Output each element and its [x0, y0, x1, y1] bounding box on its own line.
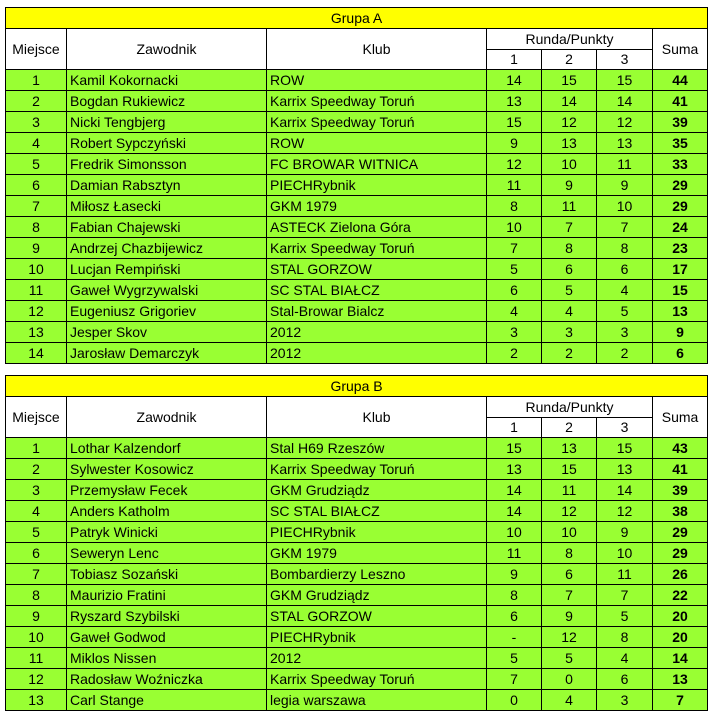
row-rider: Bogdan Rukiewicz: [67, 91, 267, 112]
row-place: 8: [6, 585, 67, 606]
row-place: 1: [6, 70, 67, 91]
row-sum: 41: [653, 459, 708, 480]
row-round-2: 4: [542, 301, 597, 322]
row-place: 9: [6, 238, 67, 259]
row-club: Karrix Speedway Toruń: [267, 669, 487, 690]
table-row: [6, 322, 708, 343]
row-club: GKM 1979: [267, 543, 487, 564]
row-sum: 20: [653, 606, 708, 627]
row-round-3: 7: [597, 585, 653, 606]
table-row: [6, 627, 708, 648]
row-club: SC STAL BIAŁCZ: [267, 501, 487, 522]
row-round-2: 7: [542, 217, 597, 238]
row-club: Stal H69 Rzeszów: [267, 438, 487, 459]
row-round-2: 10: [542, 522, 597, 543]
row-rider: Gaweł Wygrzywalski: [67, 280, 267, 301]
row-round-2: 5: [542, 280, 597, 301]
row-round-2: 12: [542, 501, 597, 522]
row-round-3: 3: [597, 322, 653, 343]
row-round-2: 6: [542, 564, 597, 585]
row-place: 11: [6, 280, 67, 301]
row-round-1: -: [487, 627, 542, 648]
row-club: Karrix Speedway Toruń: [267, 91, 487, 112]
row-club: ROW: [267, 133, 487, 154]
row-sum: 6: [653, 343, 708, 364]
row-place: 13: [6, 322, 67, 343]
row-round-2: 13: [542, 438, 597, 459]
table-row: [6, 70, 708, 91]
row-round-3: 10: [597, 543, 653, 564]
row-place: 6: [6, 175, 67, 196]
table-row: [6, 438, 708, 459]
row-round-2: 6: [542, 259, 597, 280]
row-round-2: 13: [542, 133, 597, 154]
row-club: GKM Grudziądz: [267, 480, 487, 501]
table-row: [6, 585, 708, 606]
row-rider: Eugeniusz Grigoriev: [67, 301, 267, 322]
header-round-2: 2: [542, 417, 597, 438]
row-place: 5: [6, 522, 67, 543]
row-place: 12: [6, 301, 67, 322]
row-place: 11: [6, 648, 67, 669]
row-rider: Lucjan Rempiński: [67, 259, 267, 280]
row-sum: 43: [653, 438, 708, 459]
row-rider: Kamil Kokornacki: [67, 70, 267, 91]
row-round-3: 8: [597, 627, 653, 648]
row-sum: 38: [653, 501, 708, 522]
table-row: [6, 606, 708, 627]
row-round-1: 6: [487, 606, 542, 627]
row-round-1: 12: [487, 154, 542, 175]
row-sum: 29: [653, 196, 708, 217]
row-round-1: 3: [487, 322, 542, 343]
row-sum: 17: [653, 259, 708, 280]
row-sum: 29: [653, 543, 708, 564]
row-round-3: 3: [597, 690, 653, 711]
row-round-1: 8: [487, 196, 542, 217]
row-round-2: 11: [542, 196, 597, 217]
row-place: 2: [6, 91, 67, 112]
row-club: Bombardierzy Leszno: [267, 564, 487, 585]
row-round-2: 12: [542, 112, 597, 133]
header-club: Klub: [267, 29, 487, 70]
row-club: STAL GORZOW: [267, 606, 487, 627]
row-round-1: 4: [487, 301, 542, 322]
row-sum: 29: [653, 175, 708, 196]
group-b-table: [5, 375, 708, 711]
row-rider: Miklos Nissen: [67, 648, 267, 669]
row-round-3: 13: [597, 133, 653, 154]
table-row: [6, 343, 708, 364]
row-round-3: 12: [597, 112, 653, 133]
row-rider: Andrzej Chazbijewicz: [67, 238, 267, 259]
row-rider: Patryk Winicki: [67, 522, 267, 543]
table-row: [6, 238, 708, 259]
row-rider: Tobiasz Sozański: [67, 564, 267, 585]
row-round-3: 4: [597, 280, 653, 301]
table-row: [6, 91, 708, 112]
header-rounds: Runda/Punkty: [487, 29, 653, 50]
table-row: [6, 459, 708, 480]
row-sum: 14: [653, 648, 708, 669]
row-round-3: 15: [597, 438, 653, 459]
row-club: GKM Grudziądz: [267, 585, 487, 606]
group-a-rows: [6, 70, 708, 364]
row-round-1: 14: [487, 501, 542, 522]
row-round-1: 7: [487, 238, 542, 259]
group-title: Grupa A: [6, 8, 708, 29]
row-round-3: 4: [597, 648, 653, 669]
row-rider: Ryszard Szybilski: [67, 606, 267, 627]
row-round-2: 0: [542, 669, 597, 690]
row-rider: Sylwester Kosowicz: [67, 459, 267, 480]
row-rider: Jarosław Demarczyk: [67, 343, 267, 364]
row-place: 8: [6, 217, 67, 238]
row-round-1: 5: [487, 259, 542, 280]
row-round-3: 7: [597, 217, 653, 238]
row-round-3: 14: [597, 480, 653, 501]
header-rider: Zawodnik: [67, 397, 267, 438]
row-club: SC STAL BIAŁCZ: [267, 280, 487, 301]
row-rider: Fabian Chajewski: [67, 217, 267, 238]
row-round-1: 9: [487, 133, 542, 154]
row-round-3: 6: [597, 669, 653, 690]
row-club: 2012: [267, 322, 487, 343]
row-round-1: 11: [487, 175, 542, 196]
row-round-1: 2: [487, 343, 542, 364]
row-sum: 41: [653, 91, 708, 112]
row-round-2: 2: [542, 343, 597, 364]
row-round-1: 11: [487, 543, 542, 564]
row-rider: Przemysław Fecek: [67, 480, 267, 501]
row-round-1: 14: [487, 70, 542, 91]
row-round-2: 9: [542, 606, 597, 627]
row-club: ROW: [267, 70, 487, 91]
header-round-2: 2: [542, 49, 597, 70]
row-club: 2012: [267, 343, 487, 364]
row-sum: 23: [653, 238, 708, 259]
row-round-1: 6: [487, 280, 542, 301]
row-round-1: 15: [487, 112, 542, 133]
row-rider: Damian Rabsztyn: [67, 175, 267, 196]
row-rider: Gaweł Godwod: [67, 627, 267, 648]
row-round-1: 8: [487, 585, 542, 606]
row-sum: 13: [653, 301, 708, 322]
row-rider: Jesper Skov: [67, 322, 267, 343]
row-round-3: 15: [597, 70, 653, 91]
row-round-3: 5: [597, 606, 653, 627]
table-row: [6, 280, 708, 301]
table-row: [6, 690, 708, 711]
row-place: 7: [6, 196, 67, 217]
row-round-2: 7: [542, 585, 597, 606]
row-sum: 26: [653, 564, 708, 585]
header-round-1: 1: [487, 49, 542, 70]
row-club: Karrix Speedway Toruń: [267, 112, 487, 133]
header-round-1: 1: [487, 417, 542, 438]
row-sum: 7: [653, 690, 708, 711]
row-club: Karrix Speedway Toruń: [267, 238, 487, 259]
row-place: 9: [6, 606, 67, 627]
row-sum: 24: [653, 217, 708, 238]
row-round-2: 15: [542, 459, 597, 480]
row-club: FC BROWAR WITNICA: [267, 154, 487, 175]
row-place: 7: [6, 564, 67, 585]
row-round-1: 14: [487, 480, 542, 501]
header-sum: Suma: [653, 29, 708, 70]
header-place: Miejsce: [6, 29, 67, 70]
table-row: [6, 480, 708, 501]
row-place: 14: [6, 343, 67, 364]
header-club: Klub: [267, 397, 487, 438]
row-round-1: 10: [487, 522, 542, 543]
row-club: PIECHRybnik: [267, 522, 487, 543]
row-round-1: 10: [487, 217, 542, 238]
row-round-3: 14: [597, 91, 653, 112]
row-round-1: 0: [487, 690, 542, 711]
row-round-2: 15: [542, 70, 597, 91]
row-place: 13: [6, 690, 67, 711]
row-rider: Robert Sypczyński: [67, 133, 267, 154]
row-place: 3: [6, 112, 67, 133]
row-sum: 20: [653, 627, 708, 648]
row-round-3: 6: [597, 259, 653, 280]
row-round-1: 13: [487, 459, 542, 480]
row-round-3: 8: [597, 238, 653, 259]
row-place: 3: [6, 480, 67, 501]
row-rider: Seweryn Lenc: [67, 543, 267, 564]
row-rider: Fredrik Simonsson: [67, 154, 267, 175]
row-round-2: 11: [542, 480, 597, 501]
table-row: [6, 564, 708, 585]
row-round-3: 11: [597, 564, 653, 585]
row-round-3: 10: [597, 196, 653, 217]
row-club: ASTECK Zielona Góra: [267, 217, 487, 238]
row-sum: 13: [653, 669, 708, 690]
row-club: PIECHRybnik: [267, 175, 487, 196]
row-round-2: 14: [542, 91, 597, 112]
header-place: Miejsce: [6, 397, 67, 438]
row-club: 2012: [267, 648, 487, 669]
row-rider: Lothar Kalzendorf: [67, 438, 267, 459]
row-round-1: 7: [487, 669, 542, 690]
row-sum: 29: [653, 522, 708, 543]
row-round-3: 13: [597, 459, 653, 480]
row-club: STAL GORZOW: [267, 259, 487, 280]
row-round-2: 10: [542, 154, 597, 175]
row-place: 1: [6, 438, 67, 459]
row-round-3: 11: [597, 154, 653, 175]
header-round-3: 3: [597, 417, 653, 438]
row-round-3: 5: [597, 301, 653, 322]
row-sum: 39: [653, 112, 708, 133]
row-club: legia warszawa: [267, 690, 487, 711]
row-place: 6: [6, 543, 67, 564]
row-place: 10: [6, 259, 67, 280]
row-sum: 22: [653, 585, 708, 606]
table-row: [6, 196, 708, 217]
table-row: [6, 217, 708, 238]
table-row: [6, 522, 708, 543]
row-rider: Anders Katholm: [67, 501, 267, 522]
table-row: [6, 669, 708, 690]
table-row: [6, 648, 708, 669]
group-a-table: [5, 7, 708, 364]
row-sum: 9: [653, 322, 708, 343]
header-rounds: Runda/Punkty: [487, 397, 653, 418]
row-place: 4: [6, 133, 67, 154]
row-place: 4: [6, 501, 67, 522]
table-row: [6, 301, 708, 322]
row-round-3: 12: [597, 501, 653, 522]
table-row: [6, 543, 708, 564]
row-club: PIECHRybnik: [267, 627, 487, 648]
row-round-3: 9: [597, 522, 653, 543]
table-row: [6, 501, 708, 522]
row-round-1: 13: [487, 91, 542, 112]
row-sum: 44: [653, 70, 708, 91]
row-round-2: 4: [542, 690, 597, 711]
row-sum: 33: [653, 154, 708, 175]
table-row: [6, 133, 708, 154]
row-round-1: 5: [487, 648, 542, 669]
row-place: 12: [6, 669, 67, 690]
row-club: Stal-Browar Bialcz: [267, 301, 487, 322]
row-rider: Radosław Woźniczka: [67, 669, 267, 690]
row-round-2: 5: [542, 648, 597, 669]
group-b-rows: [6, 438, 708, 711]
row-rider: Miłosz Łasecki: [67, 196, 267, 217]
header-rider: Zawodnik: [67, 29, 267, 70]
row-club: GKM 1979: [267, 196, 487, 217]
table-row: [6, 259, 708, 280]
row-place: 10: [6, 627, 67, 648]
group-title: Grupa B: [6, 376, 708, 397]
header-sum: Suma: [653, 397, 708, 438]
row-round-2: 9: [542, 175, 597, 196]
row-place: 2: [6, 459, 67, 480]
row-sum: 35: [653, 133, 708, 154]
row-round-2: 3: [542, 322, 597, 343]
row-rider: Nicki Tengbjerg: [67, 112, 267, 133]
table-row: [6, 154, 708, 175]
row-rider: Maurizio Fratini: [67, 585, 267, 606]
row-round-1: 15: [487, 438, 542, 459]
row-club: Karrix Speedway Toruń: [267, 459, 487, 480]
row-round-3: 9: [597, 175, 653, 196]
row-sum: 39: [653, 480, 708, 501]
row-round-3: 2: [597, 343, 653, 364]
row-round-2: 12: [542, 627, 597, 648]
header-round-3: 3: [597, 49, 653, 70]
row-sum: 15: [653, 280, 708, 301]
row-place: 5: [6, 154, 67, 175]
row-rider: Carl Stange: [67, 690, 267, 711]
table-row: [6, 175, 708, 196]
row-round-1: 9: [487, 564, 542, 585]
table-row: [6, 112, 708, 133]
row-round-2: 8: [542, 543, 597, 564]
row-round-2: 8: [542, 238, 597, 259]
